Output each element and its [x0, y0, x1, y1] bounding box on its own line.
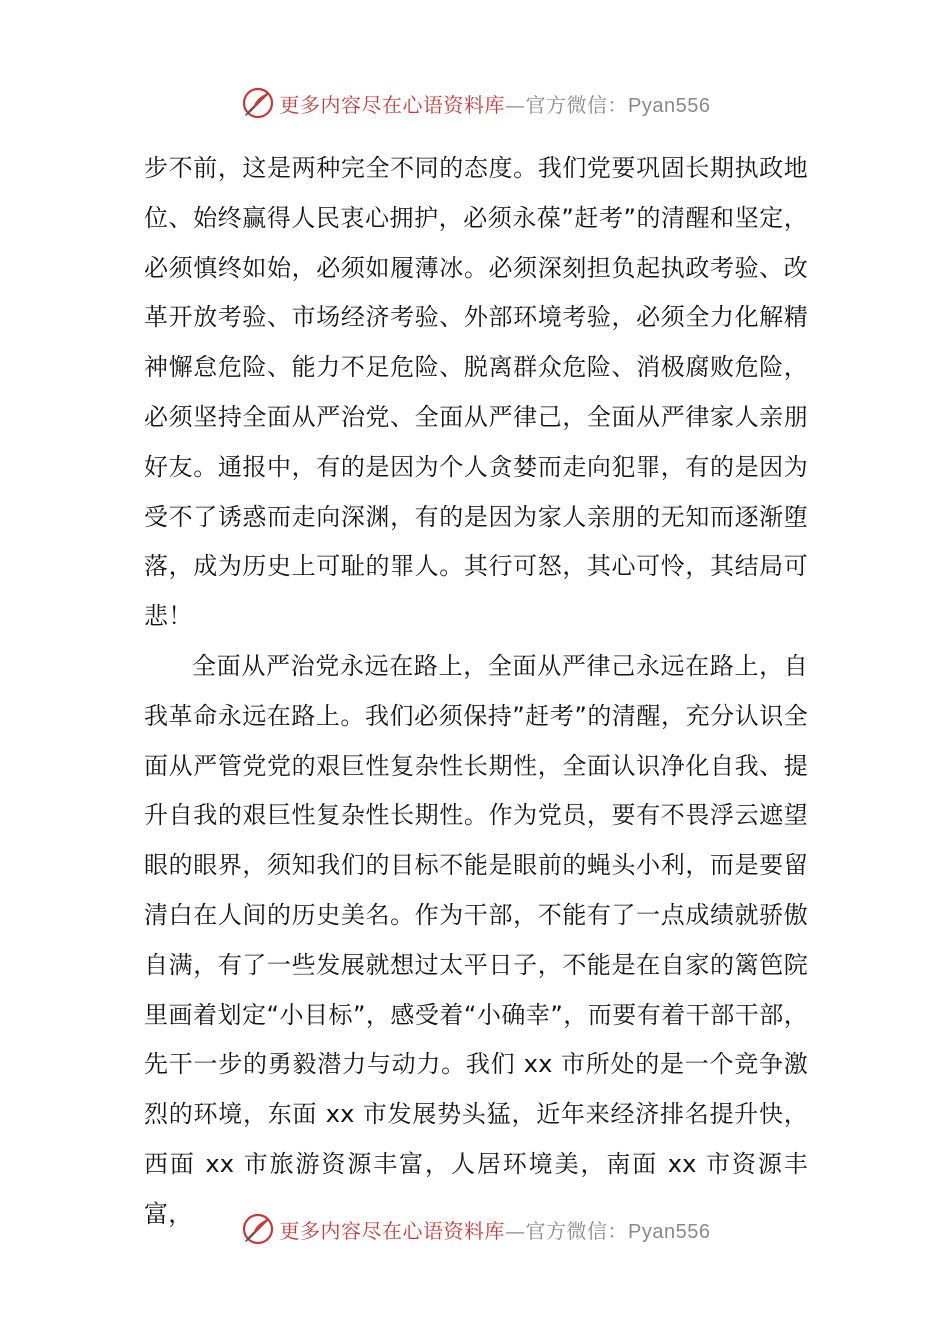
quill-logo-icon	[240, 85, 276, 121]
footer-banner	[0, 1207, 950, 1251]
footer-wechat-id: Pyan556	[628, 1220, 711, 1243]
header-banner-content	[240, 85, 711, 121]
paragraph-continuation: 步不前，这是两种完全不同的态度。我们党要巩固长期执政地位、始终赢得人民衷心拥护，必须永葆”赶考”的清醒和坚定，必须慎终如始，必须如履薄冰。必须深刻担负起执政考验、改革开放考验、市场经济考验、外部环境考验，必须全力化解精神懈怠危险、能力不足危险、脱离群众危险、消极腐败危险，必须坚持全面从严治党、全面从严律己，全面从严律家人亲朋好友。通报中，有的是因为个人贪婪而走向犯罪，有的是因为受不了诱惑而走向深渊，有的是因为家人亲朋的无知而逐渐堕落，成为历史上可耻的罪人。其行可怒，其心可怜，其结局可悲！	[144, 154, 808, 631]
footer-brand: 更多内容尽在心语资料库	[279, 1218, 506, 1243]
header-banner	[0, 81, 950, 125]
footer-official-label: 官方微信：	[525, 1218, 629, 1243]
footer-dash: —	[505, 1218, 526, 1243]
footer-banner-content	[240, 1211, 711, 1247]
header-dash: —	[505, 92, 526, 117]
footer-banner-text	[280, 1215, 711, 1244]
header-wechat-id: Pyan556	[628, 94, 711, 117]
header-official-label: 官方微信：	[525, 92, 629, 117]
quill-logo-icon	[240, 1211, 276, 1247]
paragraph-self-revolution: 全面从严治党永远在路上，全面从严律己永远在路上，自我革命永远在路上。我们必须保持”赶考”的清醒，充分认识全面从严管党党的艰巨性复杂性长期性，全面认识净化自我、提升自我的艰巨性复杂性长期性。作为党员，要有不畏浮云遮望眼的眼界，须知我们的目标不能是眼前的蝇头小利，而是要留清白在人间的历史美名。作为干部，不能有了一点成绩就骄傲自满，有了一些发展就想过太平日子，不能是在自家的篱笆院里画着划定“小目标”，感受着“小确幸”，而要有着干部干部，先干一步的勇毅潜力与动力。我们 xx 市所处的是一个竞争激烈的环境，东面 xx 市发展势头猛，近年来经济排名提升快，西面 xx 市旅游资源丰富，人居环境美，南面 xx 市资源丰富，	[144, 651, 808, 1228]
header-brand: 更多内容尽在心语资料库	[279, 92, 506, 117]
header-banner-text	[280, 89, 711, 118]
document-body	[144, 144, 808, 1240]
